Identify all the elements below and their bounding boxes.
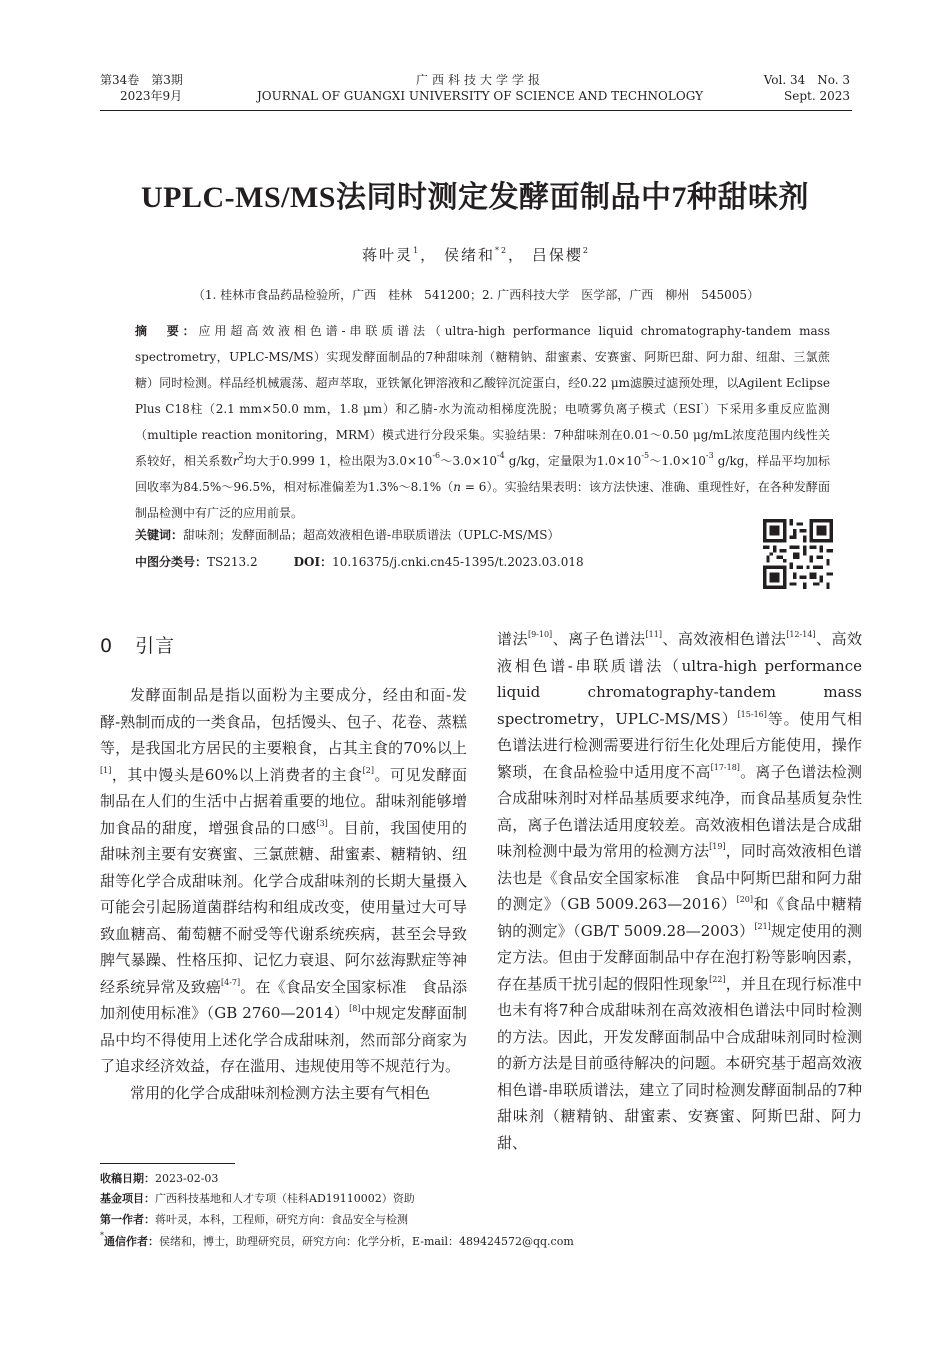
citation[interactable]: [9-10] [527, 630, 553, 639]
body-text: 。可见发酵面制品在人们的生活中占据着重要的地位。甜味剂能够增加食品的甜度，增强食品的口感 [100, 765, 467, 837]
abstract-sup: -4 [496, 451, 505, 460]
footnote-text: 广西科技基地和人才专项（桂科AD19110002）资助 [155, 1192, 415, 1205]
abstract-text: ～1.0×10 [649, 454, 706, 468]
abstract-text: ～3.0×10 [440, 454, 497, 468]
body-text: 规定使用的测定方法。但由于发酵面制品中存在泡打粉等影响因素，存在基质干扰引起的假阳性现象 [497, 921, 862, 993]
doi-label: DOI： [293, 555, 333, 569]
header-divider [100, 110, 852, 111]
footnote-text: 侯绪和，博士，助理研究员，研究方向：化学分析，E-mail：489424572@qq.com [159, 1235, 574, 1248]
section-title: 引言 [135, 635, 176, 657]
citation[interactable]: [20] [736, 895, 753, 904]
footnote-mark: * [100, 1231, 104, 1240]
body-paragraph [100, 1080, 467, 1107]
author-mark: *2 [494, 246, 509, 255]
abstract-text: 均大于0.999 1，检出限为3.0×10 [243, 454, 433, 468]
abstract-text: g/kg，定量限为1.0×10 [504, 454, 642, 468]
author-name: 侯绪和 [443, 246, 495, 264]
body-text: 。目前，我国使用的甜味剂主要有安赛蜜、三氯蔗糖、甜蜜素、糖精钠、纽甜等化学合成甜味剂。化学合成甜味剂的长期大量摄入可能会引起肠道菌群结构和组成改变，使用量过大可导致血糖高、葡萄糖不耐受等代谢系统疾病，甚至会导致脾气暴躁、性格压抑、记忆力衰退、阿尔兹海默症等神经系统异常及致癌 [100, 818, 467, 996]
footnote-label: 基金项目： [100, 1192, 155, 1205]
footnote-first-author [100, 1212, 800, 1228]
header-date-en: Sept. 2023 [784, 89, 850, 103]
header-volume-block [100, 72, 250, 104]
body-text: 、高效液相色谱法 [661, 630, 787, 648]
body-text: 中规定发酵面制品中均不得使用上述化学合成甜味剂，然而部分商家为了追求经济效益，存在滥用、违规使用等不规范行为。 [100, 1004, 467, 1075]
body-text: 谱法 [497, 630, 528, 648]
body-text: 、离子色谱法 [552, 630, 646, 648]
paper-title: UPLC-MS/MS法同时测定发酵面制品中7种甜味剂 [141, 181, 809, 214]
footnote-fund [100, 1191, 800, 1207]
citation[interactable]: [17-18] [710, 762, 740, 772]
body-text: 。在《食品安全国家标准 食品添加剂使用标准》（GB 2760—2014） [100, 977, 467, 1022]
body-text: 常用的化学合成甜味剂检测方法主要有气相色 [130, 1083, 431, 1102]
keywords-label: 关键词： [135, 528, 184, 542]
body-text: 等。使用气相色谱法进行检测需要进行衍生化处理后方能使用，操作繁琐，在食品检验中适用度不高 [497, 709, 862, 781]
body-column-left [100, 682, 467, 1106]
citation[interactable]: [2] [362, 765, 374, 775]
abstract-sup: 2 [238, 451, 244, 460]
section-number: 0 [100, 635, 114, 657]
abstract [135, 318, 830, 526]
footnote-corresponding [100, 1231, 800, 1250]
footnote-divider [100, 1163, 235, 1164]
citation[interactable]: [3] [316, 818, 328, 828]
header-date-cn: 2023年9月 [120, 89, 183, 103]
footnote-received [100, 1171, 800, 1187]
citation[interactable]: [22] [709, 974, 726, 984]
header-volume-issue: 第34卷 第3期 [100, 73, 183, 87]
author-name: 吕保樱 [531, 246, 583, 264]
body-text: 。离子色谱法检测合成甜味剂时对样品基质要求纯净，而食品基质复杂性高，离子色谱法适用度较差。高效液相色谱法是合成甜味剂检测中最为常用的检测方法 [497, 762, 862, 860]
abstract-symbol: r [232, 454, 239, 468]
body-text: 、高效液相色谱-串联质谱法（ultra-high performance liquid chromatography-tandem mass spectrometry，UPLC-MS/MS） [497, 630, 862, 728]
citation[interactable]: [21] [754, 921, 771, 931]
footnote-label: 收稿日期： [100, 1172, 155, 1185]
footnote-text: 2023-02-03 [155, 1172, 219, 1185]
body-text: ，并且在现行标准中也未有将7种合成甜味剂在高效液相色谱法中同时检测的方法。因此，开发发酵面制品中合成甜味剂同时检测的新方法是目前亟待解决的问题。本研究基于超高效液相色谱-串联质谱法，建立了同时检测发酵面制品的7种甜味剂（糖精钠、甜蜜素、安赛蜜、阿斯巴甜、阿力甜、 [497, 974, 862, 1152]
abstract-sup: - [700, 399, 704, 408]
abstract-sup: -3 [705, 451, 714, 460]
qr-code-icon[interactable] [763, 519, 833, 589]
header-volume-en-block [690, 72, 850, 104]
author-mark: 2 [582, 246, 590, 255]
citation[interactable]: [1] [100, 765, 112, 775]
header-journal-block [250, 72, 710, 104]
footnote-label: 第一作者： [100, 1213, 155, 1226]
keywords [135, 526, 755, 544]
author-mark: 1 [413, 246, 421, 255]
footnote-text: 蒋叶灵，本科，工程师，研究方向：食品安全与检测 [155, 1213, 408, 1226]
footnote-label: 通信作者： [104, 1235, 159, 1248]
citation[interactable]: [12-14] [786, 630, 816, 639]
header-volume-en: Vol. 34 No. 3 [763, 73, 850, 87]
abstract-text: = 6）。实验结果表明：该方法快速、准确、重现性好，在各种发酵面制品检测中有广泛的应用前景。 [135, 480, 830, 520]
author-name: 蒋叶灵 [362, 246, 414, 264]
body-text: ，其中馒头是60%以上消费者的主食 [111, 765, 363, 784]
classification-value: TS213.2 [207, 555, 258, 569]
header-journal-en: JOURNAL OF GUANGXI UNIVERSITY OF SCIENCE AND TECHNOLOGY [256, 89, 703, 103]
citation[interactable]: [4-7] [221, 977, 241, 987]
citation[interactable]: [8] [349, 1004, 361, 1013]
doi-value[interactable]: 10.16375/j.cnki.cn45-1395/t.2023.03.018 [332, 555, 584, 569]
citation[interactable]: [11] [645, 630, 662, 639]
abstract-label: 摘 要： [135, 324, 199, 338]
author-list: 蒋叶灵$^1$， 侯绪和$^{*2}$， 吕保樱$^2$ [362, 246, 590, 264]
abstract-symbol: n [453, 480, 461, 494]
keywords-text: 甜味剂；发酵面制品；超高效液相色谱-串联质谱法（UPLC-MS/MS） [183, 528, 560, 542]
header-journal-cn: 广西科技大学学报 [415, 73, 544, 87]
citation[interactable]: [15-16] [737, 709, 767, 719]
abstract-sup: -5 [641, 451, 650, 460]
body-text: 和《食品中糖精钠的测定》（GB/T 5009.28—2003） [497, 895, 862, 940]
body-paragraph [100, 682, 467, 1080]
abstract-text: g/kg，样品平均加标回收率为84.5%～96.5%，相对标准偏差为1.3%～8.1%（ [135, 454, 830, 494]
abstract-text: 应用超高效液相色谱-串联质谱法（ultra-high performance liquid chromatography-tandem mass spectrometry，UPLC-MS/MS）实现发酵面制品的7种甜味剂（糖精钠、甜蜜素、安赛蜜、阿斯巴甜、阿力甜、纽甜、三氯蔗糖）同时检测。样品经机械震荡、超声萃取，亚铁氰化钾溶液和乙酸锌沉淀蛋白，经0.22 μm滤膜过滤预处理，以Agilent Eclipse Plus C18柱（2.1 mm×50.0 mm，1.8 μm）和乙腈-水为流动相梯度洗脱；电喷雾负离子模式（ESI [135, 324, 830, 416]
affiliations: （1. 桂林市食品药品检验所，广西 桂林 541200；2. 广西科技大学 医学部，广西 柳州 545005） [192, 288, 760, 302]
body-paragraph [497, 626, 862, 1156]
body-text: ，同时高效液相色谱法也是《食品安全国家标准 食品中阿斯巴甜和阿力甜的测定》（GB 5009.263—2016） [497, 842, 862, 913]
body-text: 发酵面制品是指以面粉为主要成分，经由和面-发酵-熟制而成的一类食品，包括馒头、包子、花卷、蒸糕等，是我国北方居民的主要粮食，占其主食的70%以上 [100, 686, 467, 757]
classification-row [135, 553, 755, 571]
section-heading [100, 631, 175, 658]
citation[interactable]: [19] [709, 842, 726, 851]
body-column-right [497, 626, 862, 1156]
classification-label: 中图分类号： [135, 555, 208, 569]
abstract-text: ）下采用多重反应监测（multiple reaction monitoring，MRM）模式进行分段采集。实验结果：7种甜味剂在0.01～0.50 μg/mL浓度范围内线性关系较好，相关系数 [135, 402, 830, 468]
abstract-sup: -6 [432, 451, 441, 460]
